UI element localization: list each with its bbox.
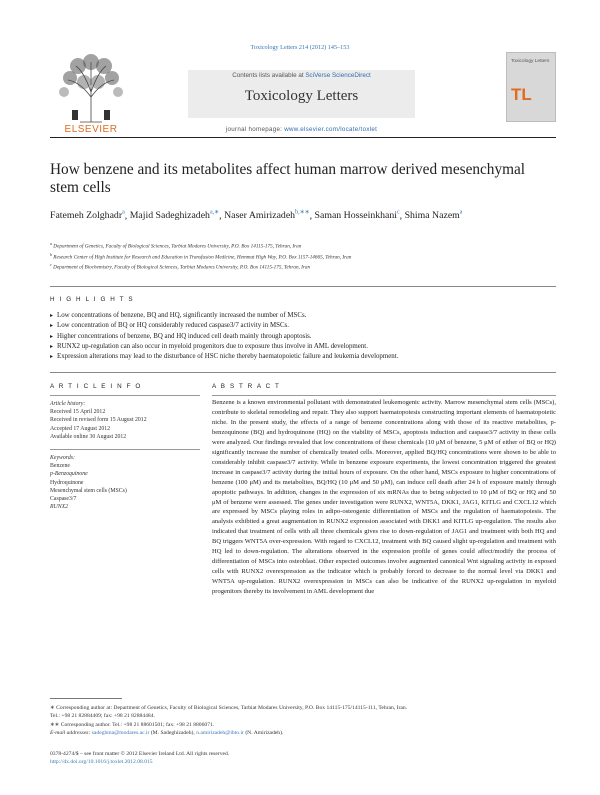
elsevier-tree-logo <box>50 52 132 130</box>
highlights-heading: H I G H L I G H T S <box>50 296 135 303</box>
article-info-rule <box>50 395 200 396</box>
email-link[interactable]: sadeghma@modares.ac.ir <box>91 729 150 736</box>
highlight-item: ▸ Low concentrations of benzene, BQ and HQ, significantly increased the number of MSCs. <box>50 311 556 321</box>
highlight-item: ▸ RUNX2 up-regulation can also occur in myeloid progenitors due to exposure thus involve in AML development. <box>50 342 556 352</box>
cover-title: Toxicology Letters <box>511 59 550 64</box>
article-title: How benzene and its metabolites affect human marrow derived mesenchymal stem cells <box>50 161 526 196</box>
abstract-text: Benzene is a known environmental pollutant with demonstrated leukemogenic activity. Marrow mesenchymal stem cells (MSCs), contribute to skeletal remodeling and repair. They also support haematopoiesis constructing important elements of haematopoietic niche. In the present study, the effects of a range of benzene concentrations along with those of its reactive metabolites, p-benzoquinone (BQ) and hydroquinone (HQ) on the viability of MSCs, apoptosis induction and caspase3/7 activity in these cells were analyzed. Our findings revealed that low concentrations of these chemicals (10 μM of benzene, 5 μM of either of BQ or HQ) significantly increase the number of chemically treated cells. Moreover, applied BQ/HQ concentrations were shown to be able to considerably inhibit caspase3/7 activity. While in benzene exposure experiments, the lowest concentration triggered the greatest increase in caspase3/7 activity during the initial hours of exposure. On the other hand, MSCs exposure to higher concentrations of benzene (100 μM) and its metabolites, BQ/HQ (10 μM and 50 μM), can induce cell death after 24 h of exposure mainly through apoptotic pathways. In addition, changes in the expression of six mRNAs due to being subjected to 10 μM of BQ or HQ and 50 μM of benzene were assessed. The genes under investigation were RUNX2, WNT5A, DKK1, JAG1, KITLG and CXCL12 which are expressed by MSCs playing roles in adipo-osteogenic differentiation of MSCs and the regulation of haematopoiesis. The analysis exhibited a great augmentation in RUNX2 expression associated with DKK1 and KITLG up-regulation. The results also indicated that treatment of cells with all three chemicals gives rise to down-regulation of JAG1 and treatment with both HQ and BQ triggers WNT5A over-expression. With regard to CXCL12, treatment with BQ caused slight up-regulation and treatment with HQ led to down-regulation. The alterations observed in the expression profile of genes could affect/modify the process of differentiation of MSCs into osteoblast. Other expected outcomes involve augmented canonical Wnt signaling activity in exposed cells with RUNX2 overexpression as the indicator which is probably forced to decrease to the normal level via DKK1 and WNT5A up-regulation. RUNX2 overexpression in MSCs can also be indicative of the RUNX2 up-regulation in myeloid progenitors thereby its involvement in AML development due <box>212 399 556 596</box>
journal-name: Toxicology Letters <box>244 88 359 104</box>
header-divider <box>50 137 556 138</box>
highlights-divider <box>50 286 556 287</box>
abstract-rule <box>212 395 556 396</box>
author-affil-mark[interactable]: c <box>396 210 400 216</box>
keywords-label: Keywords: <box>50 455 75 461</box>
keywords-rule <box>50 449 200 450</box>
history-entry: Received in revised form 15 August 2012 <box>50 417 147 424</box>
keywords <box>50 454 200 511</box>
highlights-list <box>50 311 556 362</box>
author-affil-mark[interactable]: a <box>122 210 125 216</box>
article-history <box>50 400 200 441</box>
author: Saman Hosseinkhani$^c$ <box>314 210 400 222</box>
doi-link[interactable]: http://dx.doi.org/10.1016/j.toxlet.2012.08.015 <box>50 759 153 766</box>
abstract-heading: A B S T R A C T <box>212 383 281 390</box>
author-affil-mark[interactable]: a <box>459 210 463 216</box>
email-addresses: E-mail addresses: sadeghma@modares.ac.ir (M. Sadeghizadeh), n.amirizadeh@ibto.ir (N. Amirizadeh). <box>50 729 284 736</box>
keyword: Hydroquinone <box>50 479 84 486</box>
affiliations <box>50 240 556 272</box>
author: Naser Amirizadeh$^{b,∗∗}$ <box>224 210 310 222</box>
history-entry: Accepted 17 August 2012 <box>50 425 111 432</box>
keyword: RUNX2 <box>50 504 69 511</box>
keyword: Mesenchymal stem cells (MSCs) <box>50 487 127 494</box>
history-entry: Received 15 April 2012 <box>50 409 106 416</box>
history-label: Article history: <box>50 401 86 407</box>
highlight-item: ▸ Expression alterations may lead to the disturbance of HSC niche thereby haematopoietic failure and leukemia development. <box>50 352 556 362</box>
highlight-item: ▸ Low concentration of BQ or HQ considerably reduced caspase3/7 activity in MSCs. <box>50 321 556 331</box>
homepage-prefix: journal homepage: <box>225 126 283 133</box>
article-info-heading: A R T I C L E I N F O <box>50 383 142 390</box>
corresponding-author-note: ∗ Corresponding author at: Department of Genetics, Faculty of Biological Sciences, Tarbiat Modares University, P.O. Box 14115-175/14115-111, Tehran, Iran. <box>50 705 408 711</box>
author: Shima Nazem$^a$ <box>404 210 463 222</box>
contents-availability <box>188 72 415 79</box>
author-list: Fatemeh Zolghadr$^a$, Majid Sadeghizadeh$^{a,∗}$, Naser Amirizadeh$^{b,∗∗}$, Saman Hosseinkhani$^c$, Shima Nazem$^a$ <box>50 210 463 222</box>
keyword: p-Benzoquinone <box>50 471 88 478</box>
footnotes <box>50 704 556 737</box>
sciencedirect-link[interactable]: SciVerse ScienceDirect <box>305 72 371 79</box>
corresponding-author-contact: Tel.: +98 21 82884409; fax: +98 21 82884484. <box>50 713 155 720</box>
author: Fatemeh Zolghadr$^a$ <box>50 210 125 222</box>
homepage-link[interactable]: www.elsevier.com/locate/toxlet <box>284 126 378 133</box>
issn-copyright <box>50 750 556 767</box>
article-info-divider <box>50 372 556 373</box>
affiliation: $^a$ Department of Genetics, Faculty of Biological Sciences, Tarbiat Modares University, P.O. Box 14115-175, Tehran, Iran <box>50 241 302 250</box>
journal-cover-thumbnail <box>506 52 556 122</box>
keyword: Caspase3/7 <box>50 496 77 503</box>
corresponding-author-note-2: ∗∗ Corresponding author. Tel.: +98 21 88601501; fax: +98 21 8806071. <box>50 721 215 728</box>
keyword: Benzene <box>50 463 70 470</box>
author-affil-mark[interactable]: b,∗∗ <box>295 210 310 216</box>
email-link[interactable]: n.amirizadeh@ibto.ir <box>196 729 244 736</box>
publisher-wordmark: ELSEVIER <box>64 124 118 135</box>
affiliation: $^c$ Department of Biochemistry, Faculty of Biological Sciences, Tarbiat Modares University, P.O. Box 14115-175, Tehran, Iran <box>50 262 311 272</box>
journal-reference[interactable]: Toxicology Letters 214 (2012) 145–153 <box>250 44 350 51</box>
affiliation: $^b$ Research Center of High Institute for Research and Education in Transfusion Medicine, Hemmat High Way, P.O. Box 1157-14665, Tehran, Iran <box>50 251 352 261</box>
highlight-item: ▸ Higher concentrations of benzene, BQ and HQ induced cell death mainly through apoptosis. <box>50 332 556 342</box>
copyright-line: 0378-4274/$ – see front matter © 2012 Elsevier Ireland Ltd. All rights reserved. <box>50 751 230 757</box>
journal-homepage <box>188 126 415 133</box>
cover-abbrev: TL <box>511 85 532 104</box>
contents-prefix: Contents lists available at <box>232 72 304 79</box>
history-entry: Available online 30 August 2012 <box>50 433 127 440</box>
author: Majid Sadeghizadeh$^{a,∗}$ <box>129 210 220 222</box>
author-affil-mark[interactable]: a,∗ <box>209 210 220 216</box>
footnote-divider <box>50 698 122 699</box>
